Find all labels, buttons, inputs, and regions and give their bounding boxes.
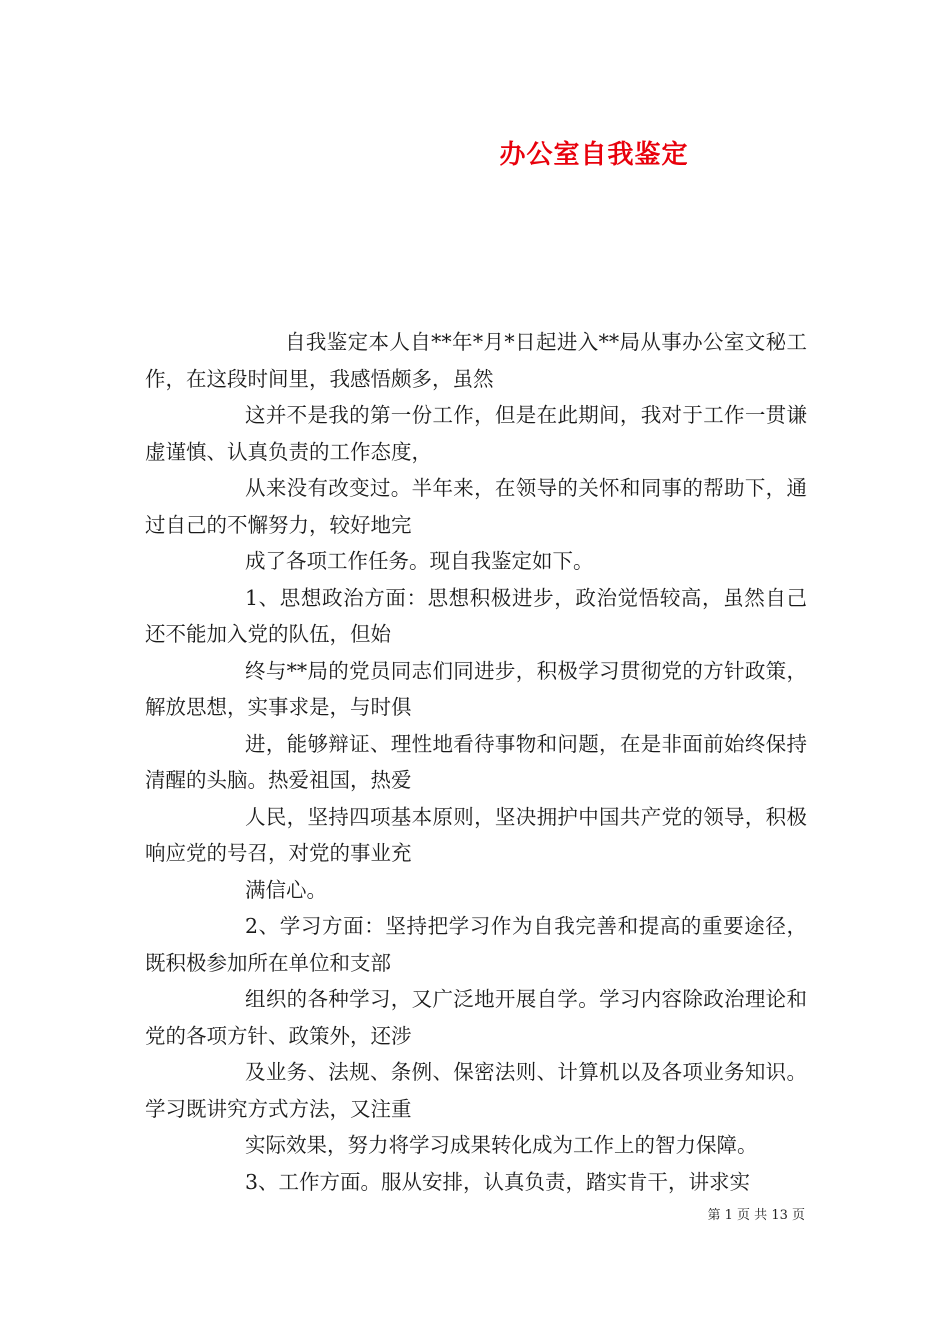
- page-number: 第 1 页 共 13 页: [707, 1208, 805, 1223]
- paragraph: 进，能够辩证、理性地看待事物和问题，在是非面前始终保持清醒的头脑。热爱祖国，热爱: [145, 731, 807, 792]
- paragraph: 自我鉴定本人自**年*月*日起进入**局从事办公室文秘工作，在这段时间里，我感悟颇多，虽然: [145, 330, 807, 391]
- document-body: [145, 324, 807, 1200]
- paragraph: 实际效果，努力将学习成果转化成为工作上的智力保障。: [245, 1133, 758, 1157]
- paragraph: 从来没有改变过。半年来，在领导的关怀和同事的帮助下，通过自己的不懈努力，较好地完: [145, 476, 807, 537]
- paragraph: 这并不是我的第一份工作，但是在此期间，我对于工作一贯谦虚谨慎、认真负责的工作态度，: [145, 403, 807, 464]
- paragraph: 及业务、法规、条例、保密法则、计算机以及各项业务知识。学习既讲究方式方法，又注重: [145, 1060, 807, 1121]
- paragraph: 3、工作方面。服从安排，认真负责，踏实肯干，讲求实: [245, 1169, 751, 1194]
- document-title: 办公室自我鉴定: [499, 140, 689, 170]
- paragraph: 终与**局的党员同志们同进步，积极学习贯彻党的方针政策，解放思想，实事求是，与时俱: [145, 658, 807, 719]
- paragraph: 1、思想政治方面：思想积极进步，政治觉悟较高，虽然自己还不能加入党的队伍，但始: [145, 585, 807, 646]
- paragraph: 人民，坚持四项基本原则，坚决拥护中国共产党的领导，积极响应党的号召，对党的事业充: [145, 804, 807, 865]
- paragraph: 组织的各种学习，又广泛地开展自学。学习内容除政治理论和党的各项方针、政策外，还涉: [145, 987, 807, 1048]
- paragraph: 2、学习方面：坚持把学习作为自我完善和提高的重要途径，既积极参加所在单位和支部: [145, 914, 807, 975]
- paragraph: 满信心。: [245, 877, 327, 902]
- paragraph: 成了各项工作任务。现自我鉴定如下。: [245, 549, 594, 573]
